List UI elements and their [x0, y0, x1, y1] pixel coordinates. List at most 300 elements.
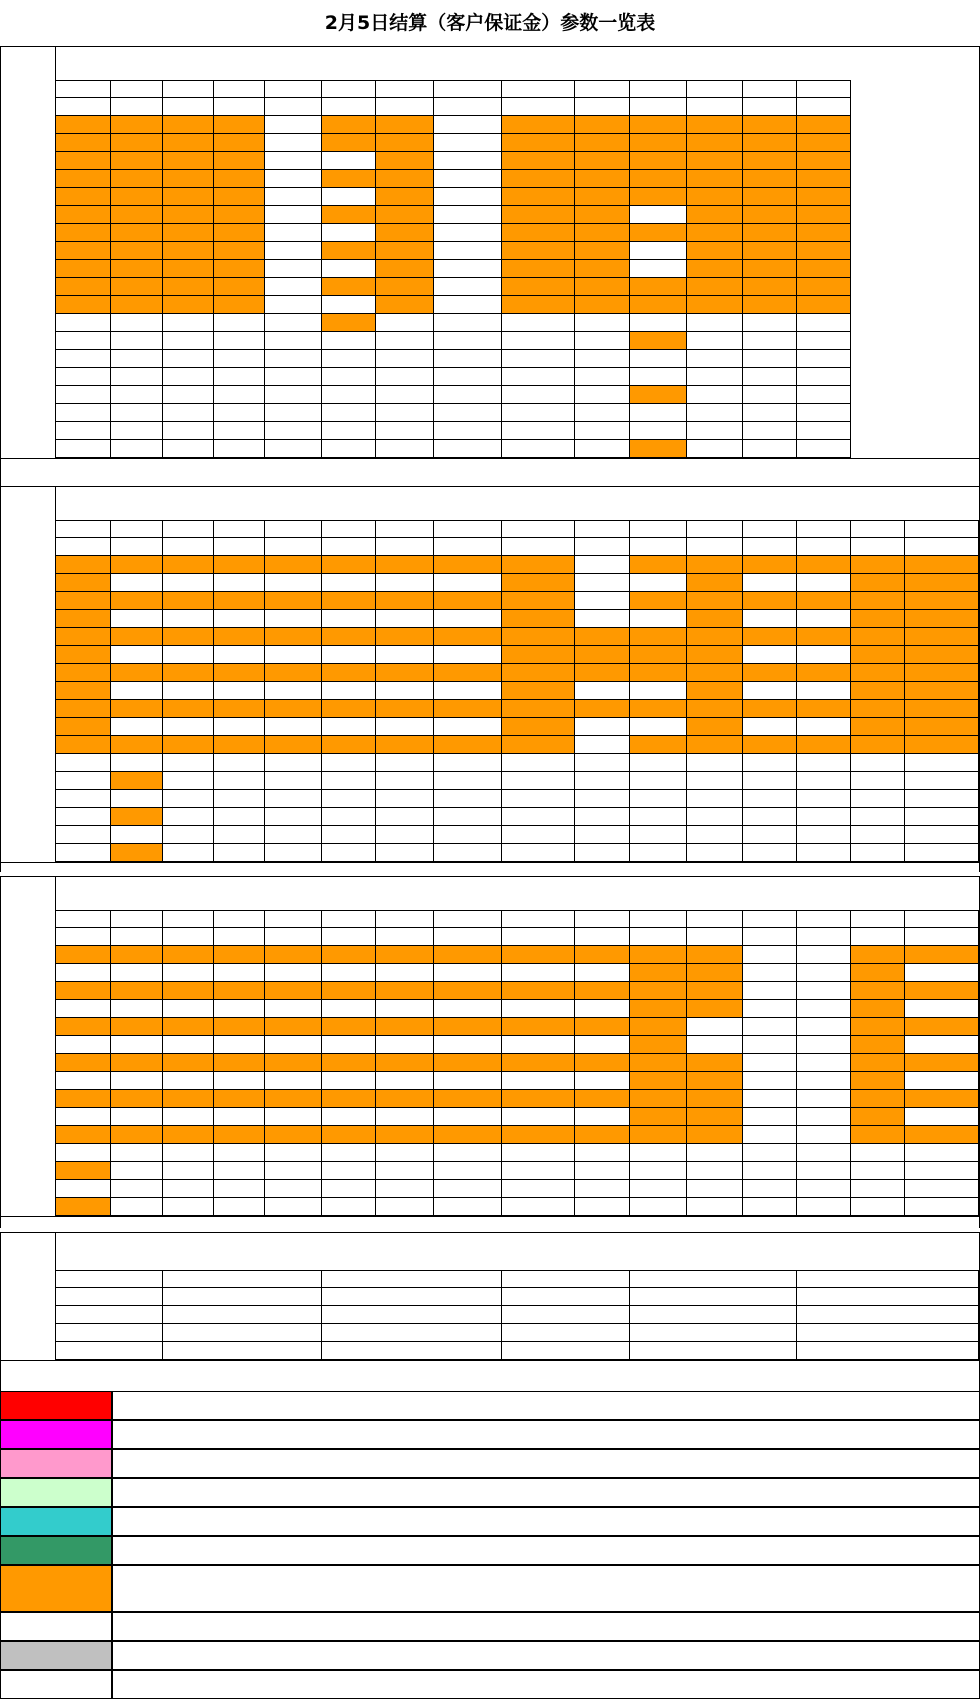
shfe-period-label [0, 206, 56, 224]
dce-margin-cell [322, 982, 376, 1000]
shfe-margin-cell [434, 278, 502, 296]
czce-margin-cell [687, 700, 743, 718]
legend-description [112, 1536, 980, 1565]
dce-margin-cell [905, 1162, 979, 1180]
czce-margin-cell [575, 826, 630, 844]
dce-margin-cell [111, 1036, 163, 1054]
legend-description [112, 1420, 980, 1449]
shfe-margin-cell [434, 350, 502, 368]
czce-margin-cell [630, 718, 687, 736]
dce-margin-cell [434, 1090, 502, 1108]
dce-margin-cell [56, 1018, 111, 1036]
shfe-margin-cell [630, 224, 687, 242]
czce-margin-cell [630, 592, 687, 610]
dce-margin-cell [687, 1090, 743, 1108]
dce-margin-cell [214, 982, 265, 1000]
dce-margin-cell [265, 1018, 322, 1036]
shfe-margin-cell [376, 260, 434, 278]
dce-margin-cell [502, 1090, 575, 1108]
shfe-product-header [630, 80, 687, 98]
dce-margin-cell [265, 928, 322, 946]
shfe-margin-cell [322, 314, 376, 332]
dce-margin-cell [905, 946, 979, 964]
czce-period-label [0, 556, 56, 574]
shfe-margin-cell [630, 404, 687, 422]
czce-margin-cell [163, 682, 214, 700]
dce-margin-cell [265, 1162, 322, 1180]
shfe-margin-cell [56, 386, 111, 404]
shfe-margin-cell [376, 332, 434, 350]
shfe-margin-cell [687, 278, 743, 296]
shfe-margin-cell [630, 242, 687, 260]
dce-margin-cell [797, 982, 851, 1000]
cffex-product-header [797, 1270, 979, 1288]
dce-margin-cell [376, 982, 434, 1000]
czce-margin-cell [434, 754, 502, 772]
dce-margin-cell [905, 1036, 979, 1054]
dce-margin-cell [265, 1090, 322, 1108]
cffex-margin-cell [163, 1342, 322, 1360]
czce-margin-cell [163, 646, 214, 664]
czce-margin-cell [743, 628, 797, 646]
shfe-margin-cell [502, 170, 575, 188]
shfe-margin-cell [575, 170, 630, 188]
shfe-margin-cell [265, 368, 322, 386]
dce-margin-cell [376, 1072, 434, 1090]
dce-margin-cell [630, 1054, 687, 1072]
czce-margin-cell [163, 790, 214, 808]
czce-period-label [0, 772, 56, 790]
czce-margin-cell [797, 808, 851, 826]
dce-margin-cell [265, 964, 322, 982]
shfe-margin-cell [797, 332, 851, 350]
czce-margin-cell [905, 808, 979, 826]
dce-margin-cell [575, 1198, 630, 1216]
shfe-margin-cell [434, 116, 502, 134]
czce-margin-cell [322, 826, 376, 844]
shfe-margin-cell [111, 152, 163, 170]
czce-margin-cell [851, 574, 905, 592]
legend-color-swatch [0, 1612, 112, 1641]
dce-margin-cell [214, 1144, 265, 1162]
shfe-margin-cell [111, 332, 163, 350]
czce-period-label [0, 574, 56, 592]
czce-margin-cell [797, 664, 851, 682]
dce-margin-cell [434, 1036, 502, 1054]
czce-margin-cell [265, 718, 322, 736]
dce-margin-cell [163, 1126, 214, 1144]
shfe-margin-cell [687, 170, 743, 188]
shfe-margin-cell [630, 152, 687, 170]
dce-margin-cell [502, 928, 575, 946]
czce-margin-cell [575, 682, 630, 700]
legend-color-swatch [0, 1536, 112, 1565]
dce-margin-cell [905, 1180, 979, 1198]
dce-period-label [0, 1108, 56, 1126]
dce-margin-cell [743, 946, 797, 964]
dce-margin-cell [797, 1090, 851, 1108]
dce-margin-cell [376, 1144, 434, 1162]
dce-margin-cell [111, 1126, 163, 1144]
shfe-margin-cell [56, 134, 111, 152]
czce-margin-cell [376, 628, 434, 646]
shfe-margin-cell [502, 134, 575, 152]
dce-margin-cell [743, 982, 797, 1000]
czce-margin-cell [797, 682, 851, 700]
czce-margin-cell [434, 700, 502, 718]
czce-margin-cell [163, 538, 214, 556]
shfe-margin-cell [687, 206, 743, 224]
dce-margin-cell [797, 1000, 851, 1018]
dce-margin-cell [575, 1036, 630, 1054]
czce-margin-cell [56, 790, 111, 808]
dce-margin-cell [905, 1000, 979, 1018]
dce-margin-cell [163, 1072, 214, 1090]
czce-margin-cell [851, 808, 905, 826]
czce-product-header [502, 520, 575, 538]
shfe-margin-cell [630, 188, 687, 206]
czce-period-label [0, 808, 56, 826]
dce-margin-cell [214, 1198, 265, 1216]
czce-margin-cell [797, 574, 851, 592]
czce-margin-cell [376, 754, 434, 772]
czce-margin-cell [905, 844, 979, 862]
dce-product-header [687, 910, 743, 928]
cffex-period-label [0, 1324, 56, 1342]
shfe-margin-cell [743, 188, 797, 206]
dce-margin-cell [214, 946, 265, 964]
czce-margin-cell [214, 538, 265, 556]
czce-margin-cell [851, 682, 905, 700]
czce-margin-cell [502, 646, 575, 664]
czce-margin-cell [376, 682, 434, 700]
shfe-margin-cell [214, 170, 265, 188]
czce-margin-cell [56, 664, 111, 682]
shfe-margin-cell [376, 422, 434, 440]
dce-margin-cell [743, 1180, 797, 1198]
czce-margin-cell [214, 682, 265, 700]
czce-margin-cell [265, 808, 322, 826]
dce-margin-cell [687, 1180, 743, 1198]
cffex-margin-cell [163, 1288, 322, 1306]
czce-margin-cell [687, 646, 743, 664]
shfe-margin-cell [797, 224, 851, 242]
czce-margin-cell [905, 538, 979, 556]
shfe-margin-cell [111, 404, 163, 422]
shfe-margin-cell [797, 386, 851, 404]
shfe-margin-cell [322, 350, 376, 368]
shfe-margin-cell [797, 242, 851, 260]
czce-margin-cell [163, 610, 214, 628]
shfe-margin-cell [265, 260, 322, 278]
shfe-product-header [575, 80, 630, 98]
dce-margin-cell [851, 1000, 905, 1018]
czce-margin-cell [851, 646, 905, 664]
czce-period-label [0, 610, 56, 628]
dce-margin-cell [376, 1054, 434, 1072]
czce-margin-cell [434, 610, 502, 628]
shfe-margin-cell [797, 404, 851, 422]
shfe-margin-cell [743, 278, 797, 296]
dce-margin-cell [434, 1054, 502, 1072]
shfe-margin-cell [265, 386, 322, 404]
shfe-margin-cell [434, 404, 502, 422]
shfe-period-label [0, 170, 56, 188]
shfe-margin-cell [575, 152, 630, 170]
czce-margin-cell [851, 844, 905, 862]
dce-margin-cell [743, 1198, 797, 1216]
shfe-margin-cell [502, 368, 575, 386]
dce-margin-cell [851, 1126, 905, 1144]
shfe-margin-cell [502, 242, 575, 260]
shfe-margin-cell [111, 350, 163, 368]
dce-margin-cell [434, 946, 502, 964]
dce-margin-cell [163, 1108, 214, 1126]
dce-margin-cell [322, 946, 376, 964]
shfe-margin-cell [630, 350, 687, 368]
czce-margin-cell [630, 844, 687, 862]
dce-margin-cell [214, 1018, 265, 1036]
czce-period-label [0, 646, 56, 664]
shfe-margin-cell [575, 440, 630, 458]
czce-margin-cell [575, 718, 630, 736]
cffex-margin-cell [322, 1324, 502, 1342]
czce-margin-cell [575, 646, 630, 664]
shfe-margin-cell [322, 242, 376, 260]
dce-margin-cell [575, 964, 630, 982]
dce-margin-cell [434, 1126, 502, 1144]
dce-margin-cell [265, 1198, 322, 1216]
czce-margin-cell [265, 682, 322, 700]
shfe-margin-cell [111, 314, 163, 332]
shfe-product-header [214, 80, 265, 98]
dce-margin-cell [56, 946, 111, 964]
dce-margin-cell [797, 1072, 851, 1090]
czce-margin-cell [434, 574, 502, 592]
shfe-margin-cell [630, 170, 687, 188]
czce-margin-cell [575, 592, 630, 610]
czce-margin-cell [214, 790, 265, 808]
legend-description [112, 1565, 980, 1612]
dce-margin-cell [214, 1036, 265, 1054]
grid-line [0, 862, 980, 863]
czce-margin-cell [575, 700, 630, 718]
cffex-margin-cell [322, 1288, 502, 1306]
shfe-margin-cell [56, 224, 111, 242]
dce-margin-cell [322, 1144, 376, 1162]
shfe-margin-cell [687, 134, 743, 152]
czce-margin-cell [265, 844, 322, 862]
shfe-margin-cell [687, 386, 743, 404]
shfe-margin-cell [434, 170, 502, 188]
dce-margin-cell [851, 1090, 905, 1108]
dce-margin-cell [111, 1018, 163, 1036]
czce-margin-cell [163, 574, 214, 592]
dce-margin-cell [111, 1198, 163, 1216]
dce-margin-cell [163, 1000, 214, 1018]
shfe-margin-cell [434, 296, 502, 314]
shfe-margin-cell [575, 296, 630, 314]
czce-margin-cell [502, 556, 575, 574]
czce-margin-cell [56, 574, 111, 592]
shfe-margin-cell [630, 296, 687, 314]
czce-period-label [0, 664, 56, 682]
dce-margin-cell [851, 1072, 905, 1090]
shfe-margin-cell [502, 206, 575, 224]
czce-margin-cell [322, 736, 376, 754]
czce-margin-cell [434, 592, 502, 610]
dce-margin-cell [743, 1126, 797, 1144]
shfe-margin-cell [322, 188, 376, 206]
dce-margin-cell [163, 1036, 214, 1054]
czce-product-header [575, 520, 630, 538]
czce-margin-cell [265, 592, 322, 610]
dce-margin-cell [163, 1180, 214, 1198]
shfe-period-label [0, 350, 56, 368]
legend-description [112, 1612, 980, 1641]
shfe-margin-cell [434, 386, 502, 404]
dce-margin-cell [56, 1090, 111, 1108]
czce-margin-cell [630, 664, 687, 682]
shfe-margin-cell [687, 224, 743, 242]
dce-margin-cell [630, 1162, 687, 1180]
shfe-margin-cell [214, 242, 265, 260]
dce-margin-cell [630, 946, 687, 964]
dce-margin-cell [687, 1198, 743, 1216]
dce-margin-cell [743, 1018, 797, 1036]
dce-margin-cell [111, 1090, 163, 1108]
shfe-product-header [434, 80, 502, 98]
shfe-margin-cell [376, 440, 434, 458]
czce-product-header [214, 520, 265, 538]
shfe-period-label [0, 404, 56, 422]
czce-margin-cell [851, 628, 905, 646]
cffex-margin-cell [322, 1306, 502, 1324]
dce-margin-cell [575, 1000, 630, 1018]
shfe-margin-cell [111, 260, 163, 278]
dce-period-label [0, 1198, 56, 1216]
shfe-margin-cell [376, 404, 434, 422]
czce-margin-cell [214, 628, 265, 646]
dce-margin-cell [163, 946, 214, 964]
dce-margin-cell [743, 1072, 797, 1090]
dce-margin-cell [502, 1126, 575, 1144]
dce-margin-cell [376, 1180, 434, 1198]
czce-margin-cell [687, 664, 743, 682]
dce-margin-cell [502, 1198, 575, 1216]
cffex-margin-cell [502, 1288, 630, 1306]
dce-period-label [0, 1036, 56, 1054]
czce-margin-cell [502, 574, 575, 592]
dce-margin-cell [434, 1198, 502, 1216]
shfe-margin-cell [502, 422, 575, 440]
dce-margin-cell [575, 928, 630, 946]
shfe-margin-cell [265, 422, 322, 440]
czce-margin-cell [111, 664, 163, 682]
czce-margin-cell [797, 772, 851, 790]
shfe-margin-cell [265, 170, 322, 188]
dce-margin-cell [56, 1000, 111, 1018]
dce-margin-cell [502, 982, 575, 1000]
dce-margin-cell [743, 1144, 797, 1162]
dce-margin-cell [905, 1054, 979, 1072]
czce-margin-cell [214, 772, 265, 790]
shfe-product-header [502, 80, 575, 98]
shfe-margin-cell [322, 116, 376, 134]
dce-margin-cell [376, 1162, 434, 1180]
shfe-margin-cell [797, 170, 851, 188]
shfe-period-label [0, 152, 56, 170]
czce-margin-cell [743, 574, 797, 592]
czce-margin-cell [56, 754, 111, 772]
shfe-margin-cell [502, 350, 575, 368]
dce-margin-cell [575, 1108, 630, 1126]
dce-margin-cell [502, 1144, 575, 1162]
shfe-margin-cell [214, 206, 265, 224]
czce-period-label [0, 826, 56, 844]
dce-product-header [265, 910, 322, 928]
dce-product-header [163, 910, 214, 928]
dce-margin-cell [111, 1054, 163, 1072]
dce-margin-cell [111, 928, 163, 946]
shfe-margin-cell [265, 332, 322, 350]
czce-product-header [56, 520, 111, 538]
shfe-period-label [0, 260, 56, 278]
shfe-period-label [0, 422, 56, 440]
dce-period-label [0, 946, 56, 964]
shfe-margin-cell [743, 332, 797, 350]
shfe-margin-cell [265, 206, 322, 224]
dce-margin-cell [111, 1072, 163, 1090]
dce-margin-cell [265, 1108, 322, 1126]
czce-margin-cell [376, 574, 434, 592]
czce-margin-cell [851, 664, 905, 682]
shfe-margin-cell [575, 278, 630, 296]
dce-margin-cell [214, 964, 265, 982]
czce-margin-cell [322, 610, 376, 628]
czce-margin-cell [322, 556, 376, 574]
legend-color-swatch [0, 1420, 112, 1449]
dce-margin-cell [111, 1144, 163, 1162]
shfe-margin-cell [163, 98, 214, 116]
czce-margin-cell [851, 610, 905, 628]
dce-margin-cell [56, 1108, 111, 1126]
dce-margin-cell [630, 1000, 687, 1018]
dce-margin-cell [376, 928, 434, 946]
legend-description [112, 1449, 980, 1478]
czce-margin-cell [163, 736, 214, 754]
czce-product-header [743, 520, 797, 538]
dce-margin-cell [265, 1000, 322, 1018]
dce-margin-cell [851, 928, 905, 946]
dce-margin-cell [434, 928, 502, 946]
czce-margin-cell [743, 754, 797, 772]
shfe-margin-cell [376, 116, 434, 134]
shfe-margin-cell [111, 368, 163, 386]
czce-margin-cell [214, 646, 265, 664]
dce-margin-cell [797, 946, 851, 964]
czce-margin-cell [322, 646, 376, 664]
dce-margin-cell [111, 1108, 163, 1126]
czce-margin-cell [322, 592, 376, 610]
shfe-margin-cell [163, 404, 214, 422]
czce-margin-cell [265, 664, 322, 682]
czce-margin-cell [851, 592, 905, 610]
dce-margin-cell [56, 1198, 111, 1216]
dce-margin-cell [265, 1072, 322, 1090]
shfe-margin-cell [575, 368, 630, 386]
shfe-margin-cell [265, 314, 322, 332]
